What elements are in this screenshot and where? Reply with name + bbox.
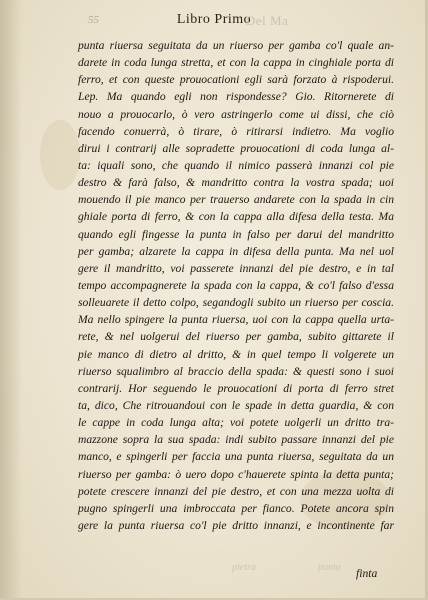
text-line: darete in coda lunga stretta, et con la cappa in cinghiale porta di — [78, 56, 394, 70]
catchword: finta — [356, 567, 378, 580]
bleed-through-mark: pietra — [232, 562, 256, 573]
running-head: Libro Primo — [176, 12, 252, 27]
text-line: mouendo il pie manco per trauerso andarete con la spada in cin — [78, 193, 394, 207]
text-line: riuerso per gamba: ò uero dopo c'hauerete spinta la detta punta; — [78, 467, 394, 481]
text-line: le cappe in coda lunga alta; voi potete uolgerli un dritto tra- — [78, 416, 394, 430]
text-line: gere il mandritto, voi passerete innanzi del pie destro, e in tal — [78, 261, 394, 275]
gutter-shadow — [0, 0, 22, 598]
text-line: tempo accompagnerete la spada con la cappa, & co'l falso d'essa — [78, 278, 394, 292]
text-line: solleuarete il detto colpo, segandogli subito un riuerso per coscia. — [78, 296, 394, 310]
text-line: quando egli fingesse la punta in falso per darui del mandritto — [78, 227, 394, 241]
page-header — [0, 12, 428, 32]
text-line: Lep. Ma quando egli non rispondesse? Gio. Ritornerete di — [78, 90, 394, 104]
text-line: pie manco di dietro al dritto, & in quel tempo li volgerete un — [78, 347, 394, 361]
text-line: potete crescere innanzi del pie destro, et con una mezza uolta di — [78, 484, 394, 498]
text-line: nouo a prouocarlo, ò vero astringerlo come ui dissi, che ciò — [78, 107, 394, 121]
text-line: ferro, et con queste prouocationi egli sarà forzato à rispoderui. — [78, 73, 394, 87]
text-line: ta, dico, Che ritrouandoui con le spade in detta guardia, & con — [78, 398, 394, 412]
text-line: ghiale porta di ferro, & con la cappa alla difesa della testa. Ma — [78, 210, 394, 224]
text-line: mazzone sopra la sua spada: indi subito passare innanzi del pie — [78, 433, 394, 447]
text-line: destro & farà falso, & mandritto contra la vostra spada; uoi — [78, 176, 394, 190]
text-line: per gamba; alzarete la cappa in difesa della punta. Ma nel uol — [78, 244, 394, 258]
bleed-through-mark: punta — [318, 562, 341, 573]
body-text — [78, 37, 394, 534]
text-line: riuerso squalimbro al braccio della spada: & questi sono i suoi — [78, 364, 394, 378]
folio-number: 55 — [88, 14, 99, 26]
text-line: contrarij. Hor seguendo le prouocationi di porta di ferro stret — [78, 381, 394, 395]
text-line: ta: iquali sono, che quando il nimico passerà innanzi col pie — [78, 158, 394, 172]
text-line: rete, & nel uolgerui del riuerso per gamba, subito gittarete il — [78, 330, 394, 344]
bleed-through-head: Del Ma — [246, 13, 289, 28]
text-line: facendo conuerrà, ò tirare, ò ritirarsi indietro. Ma voglio — [78, 124, 394, 138]
paper-stain — [40, 120, 80, 190]
text-line: punta riuersa seguitata da un riuerso per gamba co'l quale an- — [78, 39, 394, 52]
text-line: dirui i contrarij alle sopradette prouocationi di coda lunga al- — [78, 141, 394, 155]
text-line: Ma nello spingere la punta riuersa, uoi con la cappa quella urta- — [78, 313, 394, 327]
text-line: manco, e spingerli per faccia una punta riuersa, seguitata da un — [78, 450, 394, 464]
text-line: gere la punta riuersa co'l pie dritto innanzi, e incontinente far — [78, 518, 394, 532]
text-line: pugno spingerli una imbroccata per fianco. Potete ancora spin — [78, 501, 394, 515]
